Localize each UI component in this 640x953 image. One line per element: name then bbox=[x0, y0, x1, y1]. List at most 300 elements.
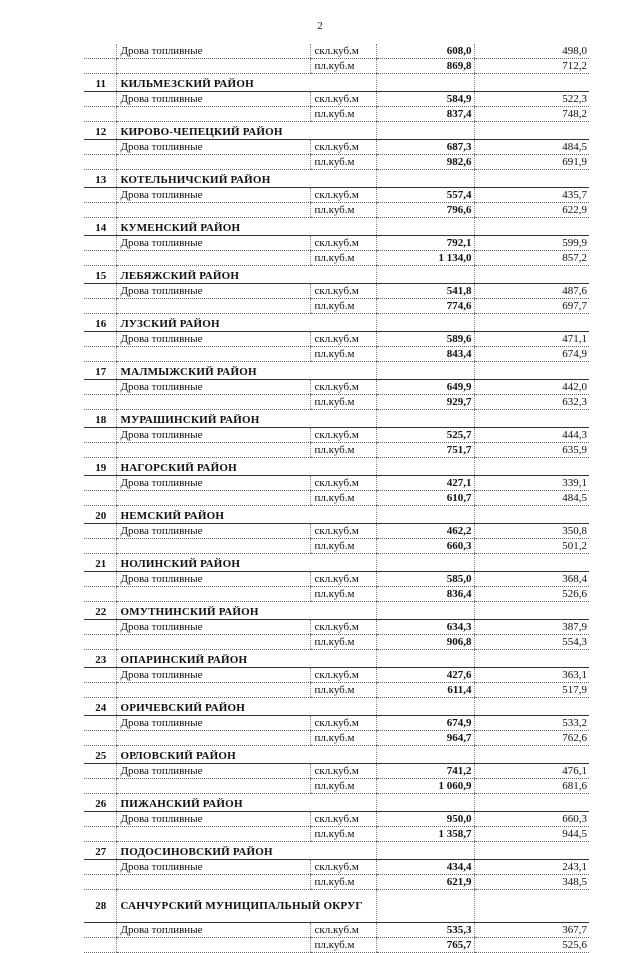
unit-cell: пл.куб.м bbox=[310, 731, 376, 746]
value-cell: 444,3 bbox=[474, 428, 589, 443]
value-cell: 368,4 bbox=[474, 572, 589, 587]
table-row bbox=[84, 332, 589, 347]
unit-cell: пл.куб.м bbox=[310, 539, 376, 554]
table-row bbox=[84, 203, 589, 218]
table-row bbox=[84, 251, 589, 266]
table-row bbox=[84, 587, 589, 602]
empty-cell bbox=[474, 650, 589, 668]
district-title: НАГОРСКИЙ РАЙОН bbox=[116, 458, 376, 476]
table-row bbox=[84, 539, 589, 554]
row-number bbox=[84, 347, 116, 362]
value-cell: 584,9 bbox=[376, 92, 474, 107]
district-number: 19 bbox=[84, 458, 116, 476]
item-name bbox=[116, 731, 310, 746]
unit-cell: пл.куб.м bbox=[310, 347, 376, 362]
district-number: 23 bbox=[84, 650, 116, 668]
value-cell: 348,5 bbox=[474, 875, 589, 890]
value-cell: 748,2 bbox=[474, 107, 589, 122]
empty-cell bbox=[376, 602, 474, 620]
item-name: Дрова топливные bbox=[116, 620, 310, 635]
item-name: Дрова топливные bbox=[116, 188, 310, 203]
unit-cell: пл.куб.м bbox=[310, 875, 376, 890]
district-header-row bbox=[84, 794, 589, 812]
value-cell: 687,3 bbox=[376, 140, 474, 155]
district-number: 24 bbox=[84, 698, 116, 716]
district-number: 13 bbox=[84, 170, 116, 188]
value-cell: 484,5 bbox=[474, 491, 589, 506]
table-row bbox=[84, 875, 589, 890]
unit-cell: пл.куб.м bbox=[310, 683, 376, 698]
row-number bbox=[84, 635, 116, 650]
value-cell: 525,6 bbox=[474, 938, 589, 953]
unit-cell: пл.куб.м bbox=[310, 395, 376, 410]
district-title: ОРИЧЕВСКИЙ РАЙОН bbox=[116, 698, 376, 716]
district-number: 18 bbox=[84, 410, 116, 428]
item-name bbox=[116, 683, 310, 698]
empty-cell bbox=[376, 266, 474, 284]
row-number bbox=[84, 938, 116, 953]
table-row bbox=[84, 938, 589, 953]
empty-cell bbox=[474, 218, 589, 236]
district-header-row bbox=[84, 410, 589, 428]
item-name bbox=[116, 875, 310, 890]
value-cell: 435,7 bbox=[474, 188, 589, 203]
district-header-row bbox=[84, 698, 589, 716]
item-name bbox=[116, 299, 310, 314]
table-row bbox=[84, 923, 589, 938]
value-cell: 712,2 bbox=[474, 59, 589, 74]
district-title: ПИЖАНСКИЙ РАЙОН bbox=[116, 794, 376, 812]
table-row bbox=[84, 812, 589, 827]
unit-cell: скл.куб.м bbox=[310, 428, 376, 443]
district-number: 12 bbox=[84, 122, 116, 140]
item-name bbox=[116, 587, 310, 602]
row-number bbox=[84, 524, 116, 539]
district-number: 27 bbox=[84, 842, 116, 860]
district-number: 25 bbox=[84, 746, 116, 764]
unit-cell: скл.куб.м bbox=[310, 284, 376, 299]
unit-cell: скл.куб.м bbox=[310, 44, 376, 59]
value-cell: 796,6 bbox=[376, 203, 474, 218]
value-cell: 339,1 bbox=[474, 476, 589, 491]
row-number bbox=[84, 476, 116, 491]
empty-cell bbox=[474, 842, 589, 860]
unit-cell: скл.куб.м bbox=[310, 380, 376, 395]
empty-cell bbox=[376, 794, 474, 812]
empty-cell bbox=[474, 794, 589, 812]
row-number bbox=[84, 875, 116, 890]
item-name: Дрова топливные bbox=[116, 44, 310, 59]
row-number bbox=[84, 812, 116, 827]
item-name: Дрова топливные bbox=[116, 140, 310, 155]
district-title: ЛУЗСКИЙ РАЙОН bbox=[116, 314, 376, 332]
row-number bbox=[84, 860, 116, 875]
unit-cell: пл.куб.м bbox=[310, 203, 376, 218]
table-row bbox=[84, 860, 589, 875]
district-number: 28 bbox=[84, 890, 116, 923]
row-number bbox=[84, 572, 116, 587]
value-cell: 1 358,7 bbox=[376, 827, 474, 842]
row-number bbox=[84, 779, 116, 794]
table-row bbox=[84, 635, 589, 650]
district-header-row bbox=[84, 314, 589, 332]
unit-cell: скл.куб.м bbox=[310, 476, 376, 491]
unit-cell: пл.куб.м bbox=[310, 827, 376, 842]
empty-cell bbox=[376, 170, 474, 188]
row-number bbox=[84, 155, 116, 170]
item-name: Дрова топливные bbox=[116, 764, 310, 779]
item-name bbox=[116, 827, 310, 842]
district-header-row bbox=[84, 890, 589, 923]
value-cell: 462,2 bbox=[376, 524, 474, 539]
value-cell: 634,3 bbox=[376, 620, 474, 635]
row-number bbox=[84, 764, 116, 779]
value-cell: 387,9 bbox=[474, 620, 589, 635]
unit-cell: скл.куб.м bbox=[310, 332, 376, 347]
district-title: ОПАРИНСКИЙ РАЙОН bbox=[116, 650, 376, 668]
item-name bbox=[116, 938, 310, 953]
table-row bbox=[84, 284, 589, 299]
item-name: Дрова топливные bbox=[116, 524, 310, 539]
value-cell: 554,3 bbox=[474, 635, 589, 650]
table-row bbox=[84, 395, 589, 410]
empty-cell bbox=[474, 602, 589, 620]
item-name: Дрова топливные bbox=[116, 284, 310, 299]
value-cell: 557,4 bbox=[376, 188, 474, 203]
table-row bbox=[84, 92, 589, 107]
value-cell: 674,9 bbox=[474, 347, 589, 362]
value-cell: 427,1 bbox=[376, 476, 474, 491]
table-row bbox=[84, 155, 589, 170]
value-cell: 427,6 bbox=[376, 668, 474, 683]
district-number: 21 bbox=[84, 554, 116, 572]
value-cell: 589,6 bbox=[376, 332, 474, 347]
unit-cell: пл.куб.м bbox=[310, 251, 376, 266]
row-number bbox=[84, 203, 116, 218]
value-cell: 681,6 bbox=[474, 779, 589, 794]
value-cell: 792,1 bbox=[376, 236, 474, 251]
empty-cell bbox=[474, 890, 589, 923]
value-cell: 1 060,9 bbox=[376, 779, 474, 794]
row-number bbox=[84, 491, 116, 506]
row-number bbox=[84, 332, 116, 347]
district-number: 14 bbox=[84, 218, 116, 236]
value-cell: 741,2 bbox=[376, 764, 474, 779]
value-cell: 660,3 bbox=[474, 812, 589, 827]
value-cell: 649,9 bbox=[376, 380, 474, 395]
value-cell: 632,3 bbox=[474, 395, 589, 410]
item-name: Дрова топливные bbox=[116, 812, 310, 827]
row-number bbox=[84, 923, 116, 938]
row-number bbox=[84, 428, 116, 443]
district-title: КИЛЬМЕЗСКИЙ РАЙОН bbox=[116, 74, 376, 92]
value-cell: 541,8 bbox=[376, 284, 474, 299]
value-cell: 526,6 bbox=[474, 587, 589, 602]
item-name bbox=[116, 443, 310, 458]
unit-cell: пл.куб.м bbox=[310, 779, 376, 794]
item-name: Дрова топливные bbox=[116, 332, 310, 347]
table-row bbox=[84, 347, 589, 362]
empty-cell bbox=[474, 170, 589, 188]
table-row bbox=[84, 779, 589, 794]
value-cell: 533,2 bbox=[474, 716, 589, 731]
district-header-row bbox=[84, 746, 589, 764]
district-title: ОРЛОВСКИЙ РАЙОН bbox=[116, 746, 376, 764]
empty-cell bbox=[474, 458, 589, 476]
item-name bbox=[116, 251, 310, 266]
row-number bbox=[84, 251, 116, 266]
unit-cell: пл.куб.м bbox=[310, 491, 376, 506]
table-row bbox=[84, 620, 589, 635]
item-name bbox=[116, 779, 310, 794]
value-cell: 751,7 bbox=[376, 443, 474, 458]
district-title: КУМЕНСКИЙ РАЙОН bbox=[116, 218, 376, 236]
value-cell: 843,4 bbox=[376, 347, 474, 362]
table-row bbox=[84, 827, 589, 842]
empty-cell bbox=[376, 506, 474, 524]
unit-cell: скл.куб.м bbox=[310, 572, 376, 587]
table-row bbox=[84, 491, 589, 506]
item-name bbox=[116, 155, 310, 170]
value-cell: 367,7 bbox=[474, 923, 589, 938]
empty-cell bbox=[376, 410, 474, 428]
value-cell: 906,8 bbox=[376, 635, 474, 650]
value-cell: 697,7 bbox=[474, 299, 589, 314]
value-cell: 765,7 bbox=[376, 938, 474, 953]
unit-cell: скл.куб.м bbox=[310, 188, 376, 203]
district-title: НОЛИНСКИЙ РАЙОН bbox=[116, 554, 376, 572]
empty-cell bbox=[474, 698, 589, 716]
table-row bbox=[84, 428, 589, 443]
item-name: Дрова топливные bbox=[116, 923, 310, 938]
value-cell: 1 134,0 bbox=[376, 251, 474, 266]
empty-cell bbox=[474, 362, 589, 380]
district-number: 16 bbox=[84, 314, 116, 332]
item-name: Дрова топливные bbox=[116, 860, 310, 875]
item-name: Дрова топливные bbox=[116, 716, 310, 731]
row-number bbox=[84, 284, 116, 299]
district-title: ПОДОСИНОВСКИЙ РАЙОН bbox=[116, 842, 376, 860]
district-header-row bbox=[84, 506, 589, 524]
value-cell: 608,0 bbox=[376, 44, 474, 59]
unit-cell: скл.куб.м bbox=[310, 764, 376, 779]
value-cell: 434,4 bbox=[376, 860, 474, 875]
district-header-row bbox=[84, 74, 589, 92]
empty-cell bbox=[474, 122, 589, 140]
value-cell: 869,8 bbox=[376, 59, 474, 74]
value-cell: 622,9 bbox=[474, 203, 589, 218]
value-cell: 674,9 bbox=[376, 716, 474, 731]
table-row bbox=[84, 140, 589, 155]
table-row bbox=[84, 668, 589, 683]
row-number bbox=[84, 395, 116, 410]
district-header-row bbox=[84, 170, 589, 188]
empty-cell bbox=[376, 554, 474, 572]
value-cell: 611,4 bbox=[376, 683, 474, 698]
table-row bbox=[84, 299, 589, 314]
value-cell: 243,1 bbox=[474, 860, 589, 875]
row-number bbox=[84, 59, 116, 74]
empty-cell bbox=[474, 74, 589, 92]
empty-cell bbox=[376, 458, 474, 476]
value-cell: 660,3 bbox=[376, 539, 474, 554]
district-header-row bbox=[84, 602, 589, 620]
item-name bbox=[116, 491, 310, 506]
item-name bbox=[116, 203, 310, 218]
value-cell: 442,0 bbox=[474, 380, 589, 395]
unit-cell: пл.куб.м bbox=[310, 587, 376, 602]
item-name: Дрова топливные bbox=[116, 92, 310, 107]
value-cell: 350,8 bbox=[474, 524, 589, 539]
empty-cell bbox=[376, 122, 474, 140]
unit-cell: пл.куб.м bbox=[310, 299, 376, 314]
item-name: Дрова топливные bbox=[116, 572, 310, 587]
row-number bbox=[84, 668, 116, 683]
empty-cell bbox=[474, 506, 589, 524]
value-cell: 774,6 bbox=[376, 299, 474, 314]
value-cell: 501,2 bbox=[474, 539, 589, 554]
row-number bbox=[84, 140, 116, 155]
district-header-row bbox=[84, 842, 589, 860]
unit-cell: пл.куб.м bbox=[310, 635, 376, 650]
table-row bbox=[84, 107, 589, 122]
district-title: ЛЕБЯЖСКИЙ РАЙОН bbox=[116, 266, 376, 284]
district-number: 17 bbox=[84, 362, 116, 380]
empty-cell bbox=[376, 314, 474, 332]
district-header-row bbox=[84, 266, 589, 284]
table-row bbox=[84, 683, 589, 698]
district-title: КИРОВО-ЧЕПЕЦКИЙ РАЙОН bbox=[116, 122, 376, 140]
empty-cell bbox=[474, 554, 589, 572]
item-name bbox=[116, 347, 310, 362]
row-number bbox=[84, 299, 116, 314]
item-name: Дрова топливные bbox=[116, 380, 310, 395]
value-cell: 517,9 bbox=[474, 683, 589, 698]
district-header-row bbox=[84, 650, 589, 668]
unit-cell: пл.куб.м bbox=[310, 938, 376, 953]
unit-cell: скл.куб.м bbox=[310, 524, 376, 539]
table-row bbox=[84, 443, 589, 458]
district-title: НЕМСКИЙ РАЙОН bbox=[116, 506, 376, 524]
row-number bbox=[84, 620, 116, 635]
value-cell: 635,9 bbox=[474, 443, 589, 458]
empty-cell bbox=[376, 362, 474, 380]
item-name: Дрова топливные bbox=[116, 236, 310, 251]
value-cell: 471,1 bbox=[474, 332, 589, 347]
district-title: САНЧУРСКИЙ МУНИЦИПАЛЬНЫЙ ОКРУГ bbox=[116, 890, 376, 923]
district-title: КОТЕЛЬНИЧСКИЙ РАЙОН bbox=[116, 170, 376, 188]
value-cell: 964,7 bbox=[376, 731, 474, 746]
table-row bbox=[84, 476, 589, 491]
item-name bbox=[116, 59, 310, 74]
prices-table-body bbox=[84, 44, 589, 953]
value-cell: 929,7 bbox=[376, 395, 474, 410]
empty-cell bbox=[474, 314, 589, 332]
district-header-row bbox=[84, 218, 589, 236]
value-cell: 762,6 bbox=[474, 731, 589, 746]
district-number: 15 bbox=[84, 266, 116, 284]
unit-cell: скл.куб.м bbox=[310, 812, 376, 827]
value-cell: 476,1 bbox=[474, 764, 589, 779]
row-number bbox=[84, 443, 116, 458]
unit-cell: скл.куб.м bbox=[310, 236, 376, 251]
empty-cell bbox=[376, 74, 474, 92]
value-cell: 857,2 bbox=[474, 251, 589, 266]
item-name bbox=[116, 107, 310, 122]
unit-cell: скл.куб.м bbox=[310, 923, 376, 938]
row-number bbox=[84, 716, 116, 731]
table-row bbox=[84, 716, 589, 731]
district-title: МУРАШИНСКИЙ РАЙОН bbox=[116, 410, 376, 428]
district-number: 11 bbox=[84, 74, 116, 92]
prices-table bbox=[84, 44, 589, 953]
unit-cell: скл.куб.м bbox=[310, 140, 376, 155]
row-number bbox=[84, 92, 116, 107]
district-number: 26 bbox=[84, 794, 116, 812]
table-row bbox=[84, 731, 589, 746]
unit-cell: скл.куб.м bbox=[310, 716, 376, 731]
item-name: Дрова топливные bbox=[116, 476, 310, 491]
unit-cell: пл.куб.м bbox=[310, 59, 376, 74]
value-cell: 944,5 bbox=[474, 827, 589, 842]
empty-cell bbox=[474, 266, 589, 284]
empty-cell bbox=[376, 698, 474, 716]
row-number bbox=[84, 107, 116, 122]
unit-cell: скл.куб.м bbox=[310, 668, 376, 683]
value-cell: 522,3 bbox=[474, 92, 589, 107]
empty-cell bbox=[376, 746, 474, 764]
district-title: ОМУТНИНСКИЙ РАЙОН bbox=[116, 602, 376, 620]
unit-cell: скл.куб.м bbox=[310, 860, 376, 875]
item-name bbox=[116, 395, 310, 410]
empty-cell bbox=[376, 842, 474, 860]
table-row bbox=[84, 764, 589, 779]
row-number bbox=[84, 827, 116, 842]
table-row bbox=[84, 236, 589, 251]
unit-cell: скл.куб.м bbox=[310, 620, 376, 635]
table-row bbox=[84, 188, 589, 203]
value-cell: 621,9 bbox=[376, 875, 474, 890]
value-cell: 535,3 bbox=[376, 923, 474, 938]
row-number bbox=[84, 236, 116, 251]
row-number bbox=[84, 188, 116, 203]
row-number bbox=[84, 44, 116, 59]
district-header-row bbox=[84, 458, 589, 476]
row-number bbox=[84, 539, 116, 554]
empty-cell bbox=[474, 746, 589, 764]
unit-cell: пл.куб.м bbox=[310, 107, 376, 122]
table-row bbox=[84, 572, 589, 587]
row-number bbox=[84, 380, 116, 395]
value-cell: 585,0 bbox=[376, 572, 474, 587]
value-cell: 837,4 bbox=[376, 107, 474, 122]
row-number bbox=[84, 731, 116, 746]
item-name: Дрова топливные bbox=[116, 428, 310, 443]
value-cell: 484,5 bbox=[474, 140, 589, 155]
empty-cell bbox=[474, 410, 589, 428]
table-row bbox=[84, 524, 589, 539]
row-number bbox=[84, 587, 116, 602]
value-cell: 610,7 bbox=[376, 491, 474, 506]
value-cell: 599,9 bbox=[474, 236, 589, 251]
unit-cell: скл.куб.м bbox=[310, 92, 376, 107]
district-number: 20 bbox=[84, 506, 116, 524]
item-name: Дрова топливные bbox=[116, 668, 310, 683]
district-header-row bbox=[84, 554, 589, 572]
value-cell: 691,9 bbox=[474, 155, 589, 170]
district-title: МАЛМЫЖСКИЙ РАЙОН bbox=[116, 362, 376, 380]
value-cell: 487,6 bbox=[474, 284, 589, 299]
